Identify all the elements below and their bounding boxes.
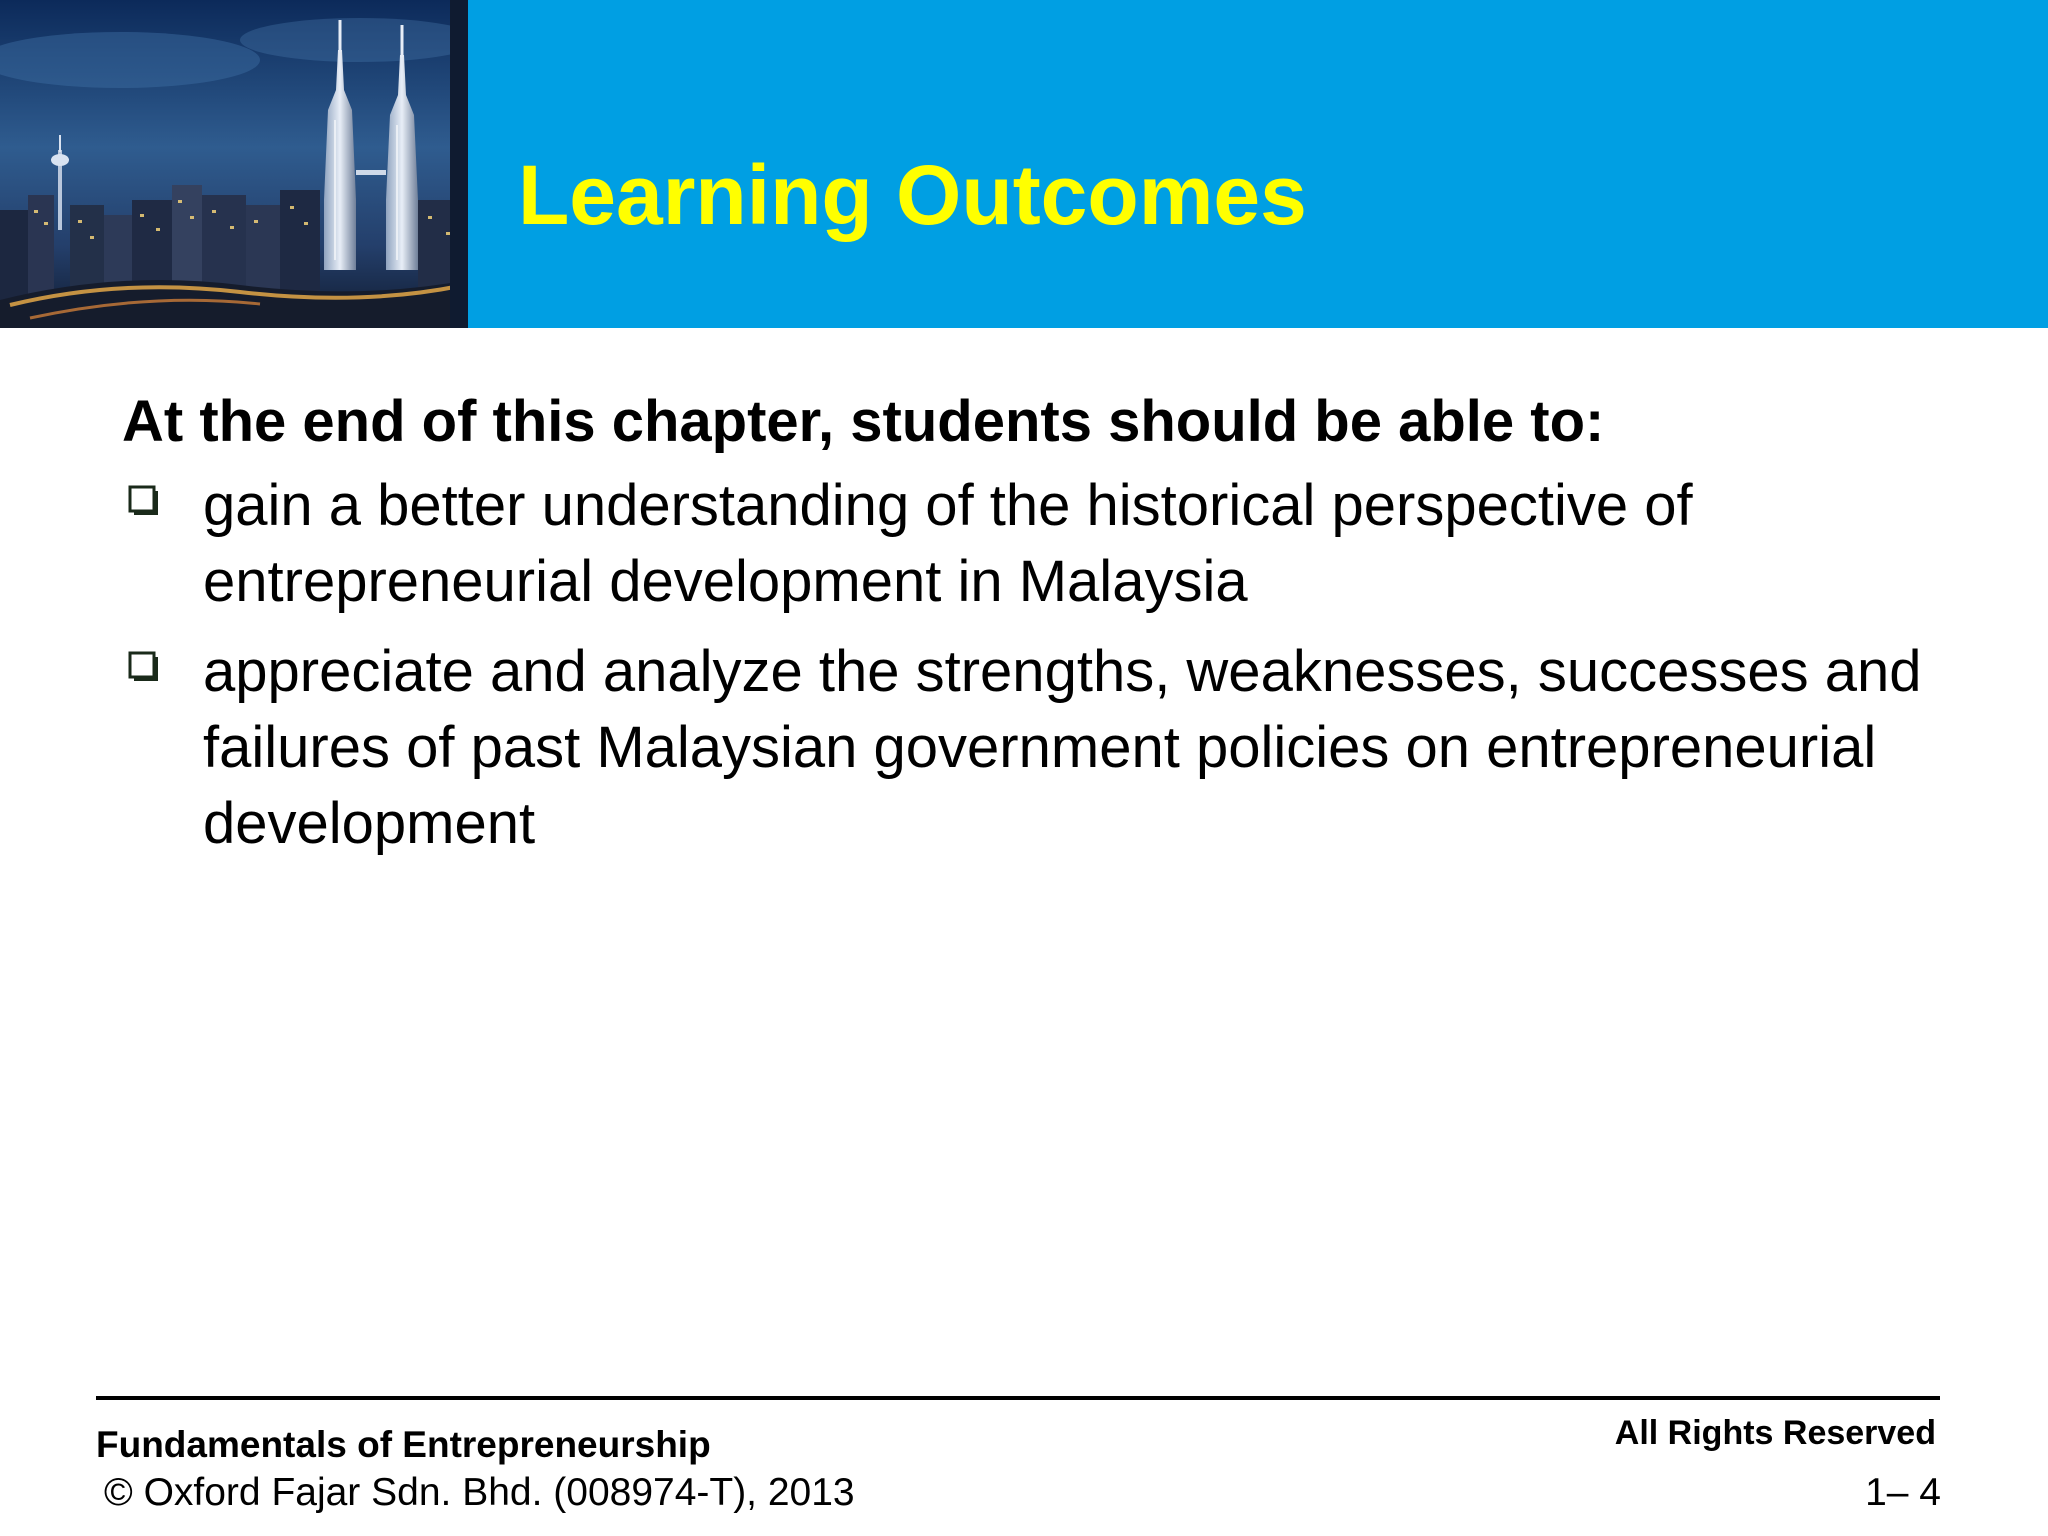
footer-copyright: © Oxford Fajar Sdn. Bhd. (008974-T), 2013 [104, 1471, 855, 1514]
outcome-text: appreciate and analyze the strengths, weaknesses, successes and failures of past Malaysian government policies on entrepreneurial development [203, 639, 1922, 856]
intro-text: At the end of this chapter, students should be able to: [122, 389, 1605, 454]
outcome-text: gain a better understanding of the historical perspective of entrepreneurial development in Malaysia [203, 473, 1693, 614]
footer-rights: All Rights Reserved [1614, 1414, 1936, 1452]
slide-content [122, 380, 1942, 876]
footer-divider [96, 1396, 1940, 1400]
page-number: 1– 4 [1865, 1471, 1941, 1514]
city-skyline-image [0, 0, 468, 328]
learning-outcomes-list [122, 468, 1942, 862]
list-item [122, 468, 1942, 620]
square-bullet-icon [126, 482, 162, 520]
slide-title: Learning Outcomes [518, 148, 1307, 242]
footer-book-title: Fundamentals of Entrepreneurship [96, 1424, 711, 1465]
list-item [122, 634, 1942, 862]
square-bullet-icon [126, 648, 162, 686]
